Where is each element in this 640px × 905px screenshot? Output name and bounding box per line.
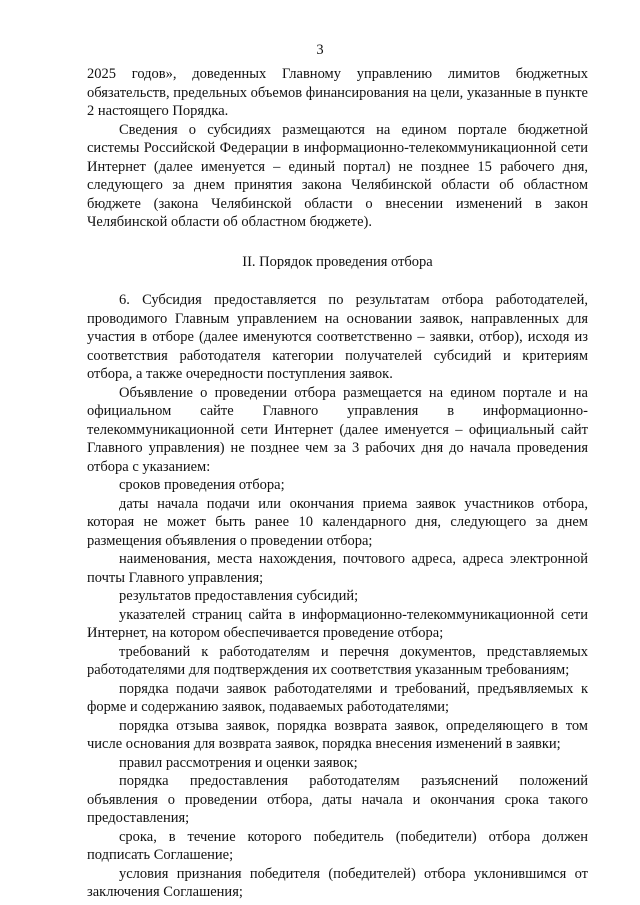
paragraph-announcement: Объявление о проведении отбора размещается на едином портале и на официальном сайте Главного управления в информационно-телекоммуникационной сети Интернет (далее именуется – официальный сайт Главного управления) не позднее чем за 3 рабочих дня до начала проведения отбора с указанием: (87, 384, 588, 475)
list-item-evaluation-rules: правил рассмотрения и оценки заявок; (119, 754, 358, 771)
list-item-contacts: наименования, места нахождения, почтового адреса, адреса электронной почты Главного управления; (87, 551, 588, 586)
paragraph-item-6: 6. Субсидия предоставляется по результатам отбора работодателей, проводимого Главным управлением на основании заявок, направленных для участия в отборе (далее именуются соответственно – заявки, отбор), исходя из соответствия работодателя категории получателей субсидий и критериям отбора, а также очередности поступления заявок. (87, 292, 588, 382)
list-item-results: результатов предоставления субсидий; (119, 588, 359, 604)
list-item-signing-deadline: срока, в течение которого победитель (победители) отбора должен подписать Соглашение; (87, 828, 588, 863)
list-item-site-pointers: указателей страниц сайта в информационно-телекоммуникационной сети Интернет, на котором обеспечивается проведение отбора; (87, 606, 588, 641)
list-item-submission-order: порядка подачи заявок работодателями и требований, предъявляемых к форме и содержанию заявок, подаваемых работодателями; (87, 680, 588, 715)
page-number: 3 (316, 42, 324, 58)
section-heading: II. Порядок проведения отбора (242, 253, 433, 270)
paragraph-continuation: 2025 годов», доведенных Главному управлению лимитов бюджетных обязательств, предельных объемов финансирования на цели, указанные в пункте 2 настоящего Порядка. (87, 66, 588, 119)
list-item-evasion-conditions: условия признания победителя (победителей) отбора уклонившимся от заключения Соглашения; (87, 865, 588, 900)
list-item-withdrawal-order: порядка отзыва заявок, порядка возврата заявок, определяющего в том числе основания для возврата заявок, порядка внесения изменений в заявки; (87, 717, 588, 752)
list-item-deadlines: сроков проведения отбора; (119, 477, 285, 493)
list-item-requirements: требований к работодателям и перечня документов, представляемых работодателями для подтверждения их соответствия указанным требованиям; (87, 643, 588, 678)
list-item-clarifications: порядка предоставления работодателям разъяснений положений объявления о проведении отбора, даты начала и окончания срока такого предоставления; (87, 773, 588, 826)
document-body (87, 65, 588, 902)
list-item-dates: даты начала подачи или окончания приема заявок участников отбора, которая не может быть ранее 10 календарного дня, следующего за днем размещения объявления о проведении отбора; (87, 495, 588, 549)
paragraph-subsidy-info: Сведения о субсидиях размещаются на едином портале бюджетной системы Российской Федерации в информационно-телекоммуникационной сети Интернет (далее именуется – единый портал) не позднее 15 рабочего дня, следующего за днем принятия закона Челябинской области об областном бюджете (закона Челябинской области о внесении изменений в закон Челябинской области об областном бюджете). (87, 121, 588, 230)
